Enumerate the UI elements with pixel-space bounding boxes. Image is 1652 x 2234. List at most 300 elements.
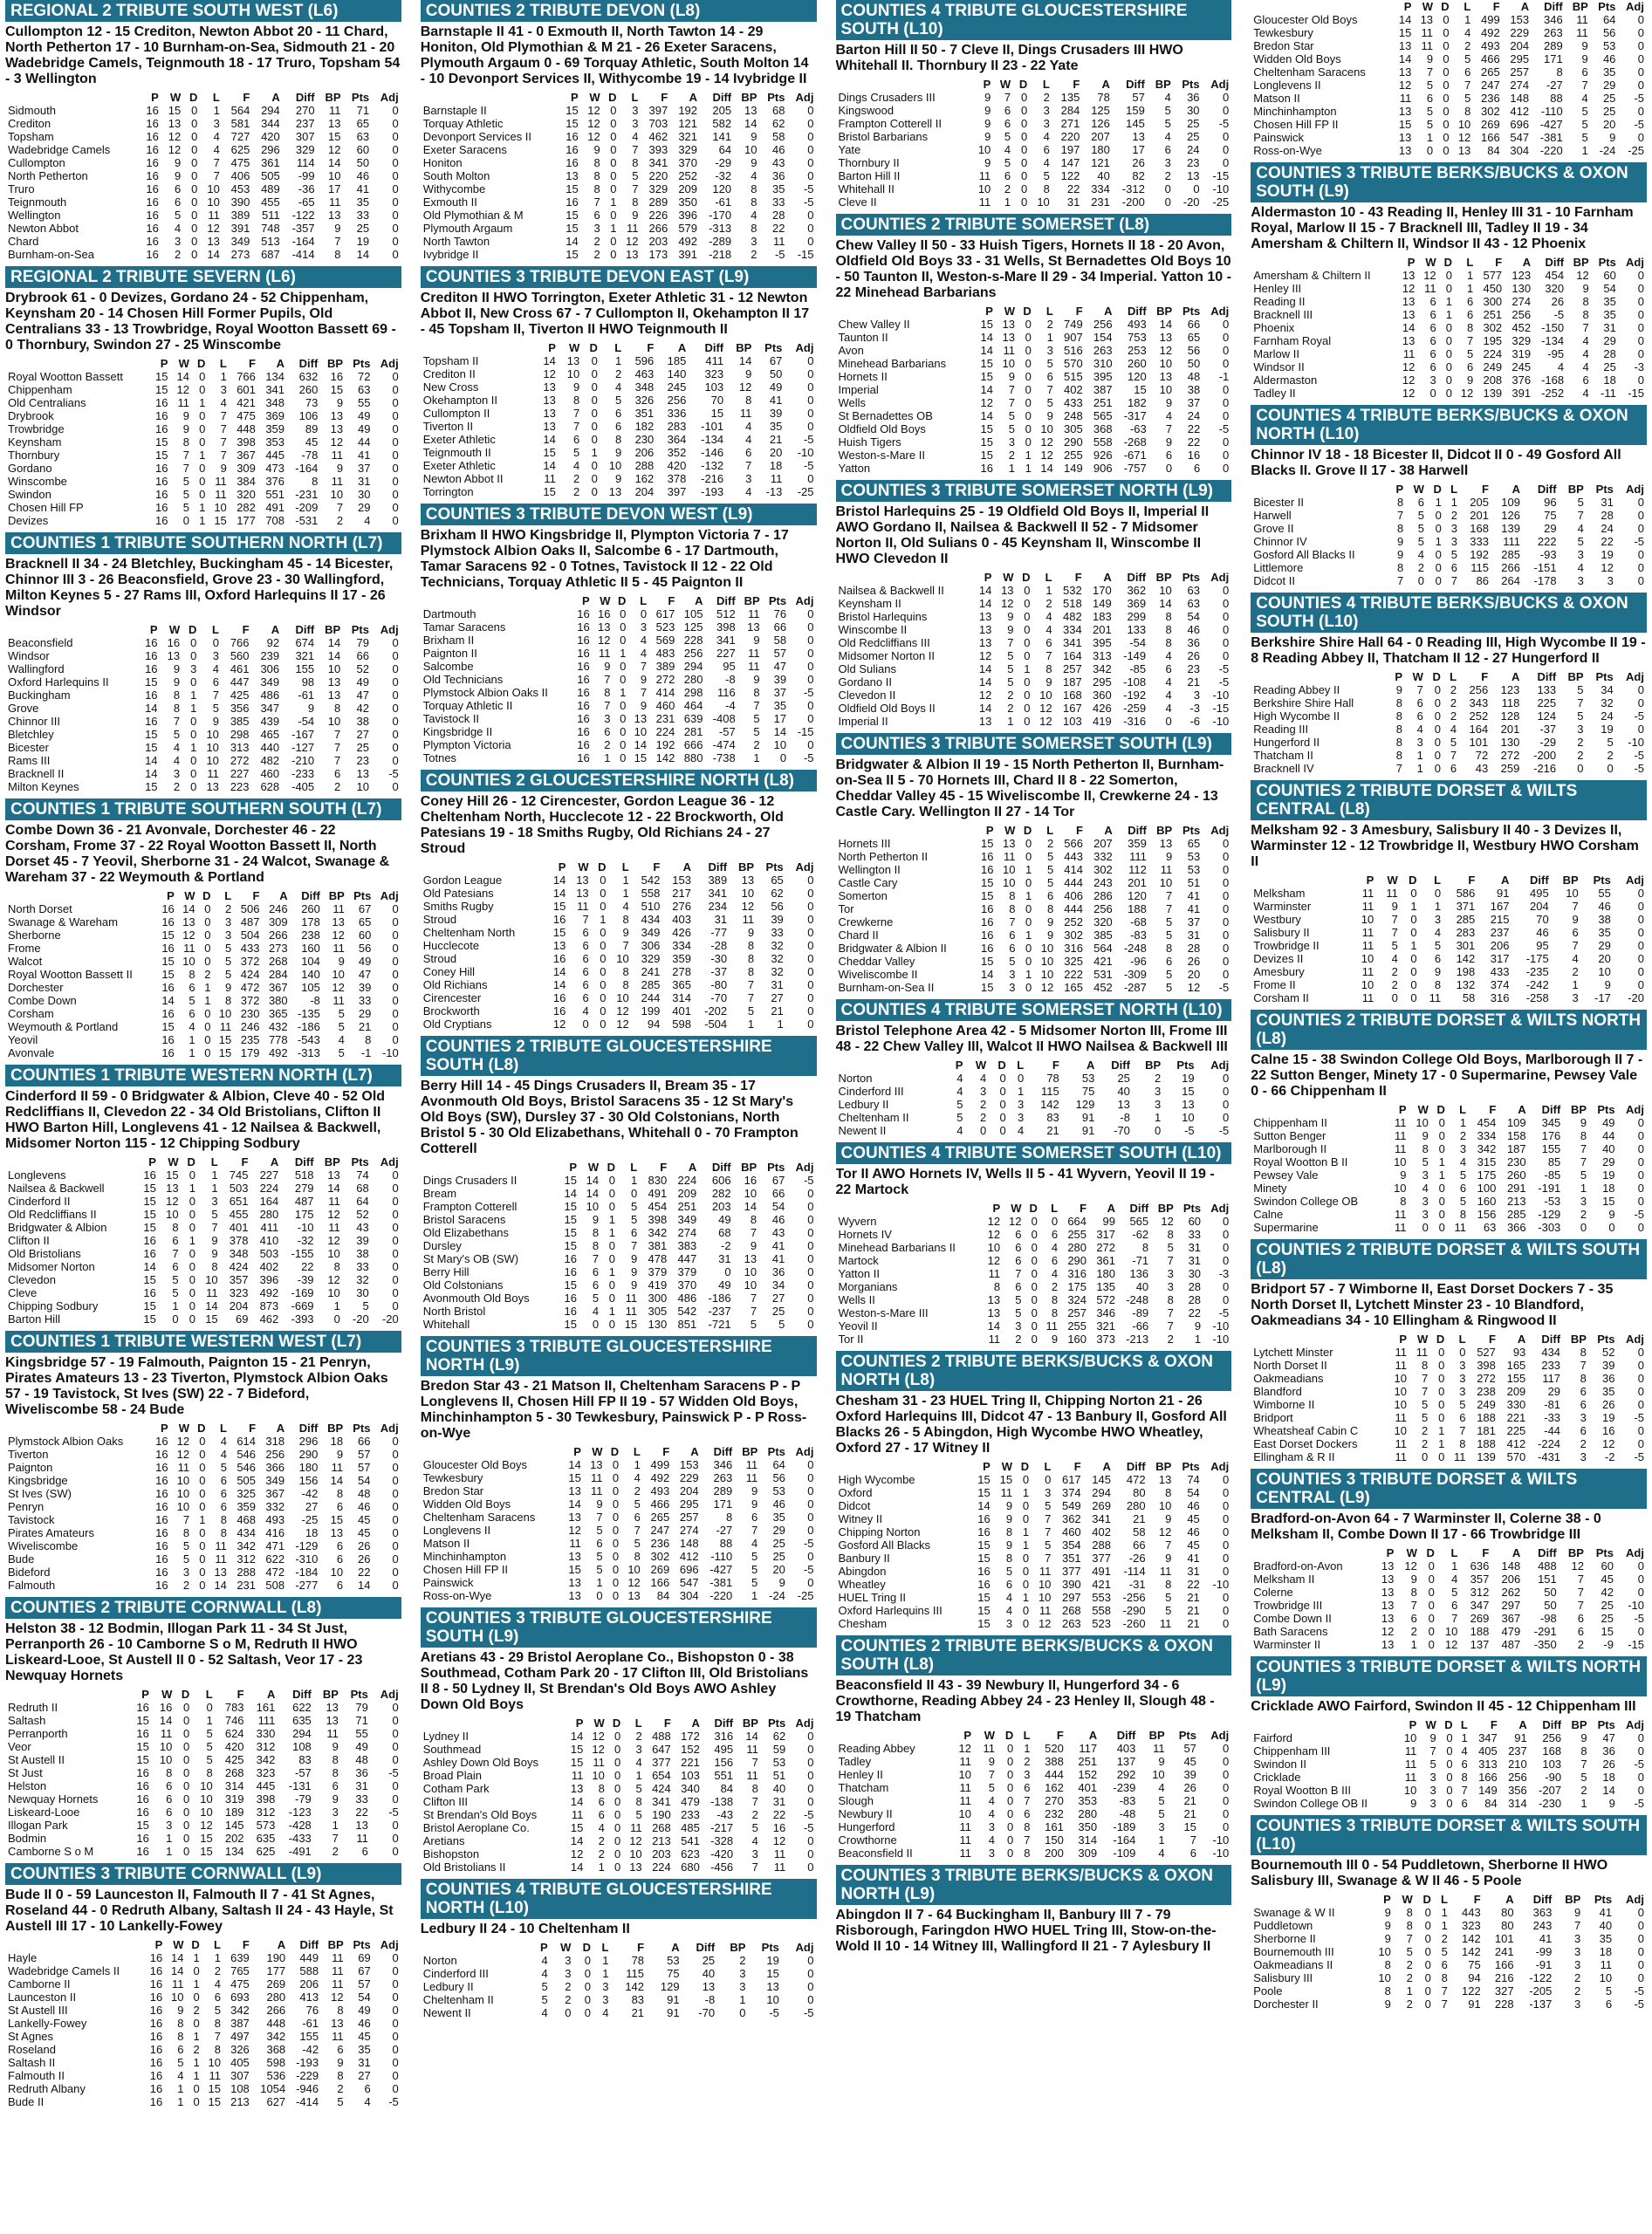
- stat-l: 10: [1037, 195, 1050, 209]
- stat-p: 16: [564, 1265, 577, 1278]
- column-header-l: L: [211, 623, 219, 636]
- stat-f: 569: [655, 634, 675, 647]
- stat-pts: 49: [355, 1740, 368, 1753]
- stat-adj: 0: [807, 1954, 814, 1967]
- stat-diff: 29: [1547, 1385, 1561, 1398]
- stat-bp: 2: [1574, 1971, 1581, 1984]
- column-header-a: A: [1103, 571, 1112, 584]
- column-header-pts: Pts: [765, 860, 784, 874]
- stat-pts: 32: [771, 965, 784, 978]
- stat-l: 7: [1045, 1552, 1052, 1565]
- stat-p: 15: [552, 926, 566, 939]
- column-header-w: W: [168, 623, 181, 636]
- stat-d: 0: [1021, 195, 1028, 209]
- stat-adj: 0: [1637, 978, 1644, 991]
- stat-l: 4: [640, 634, 648, 647]
- stat-w: 11: [593, 1756, 605, 1769]
- stat-diff: -427: [1539, 118, 1563, 131]
- column-header-f: F: [241, 1155, 249, 1168]
- stat-p: 16: [577, 660, 590, 673]
- column-header-p: P: [558, 860, 566, 874]
- stat-bp: 4: [1158, 1847, 1165, 1860]
- stat-l: 10: [1040, 968, 1054, 981]
- stat-l: 1: [1467, 282, 1474, 295]
- stat-f: 434: [236, 1526, 257, 1539]
- stat-l: 13: [214, 1566, 227, 1579]
- stat-w: 5: [1417, 522, 1424, 535]
- stat-pts: 36: [771, 1265, 785, 1278]
- stat-w: 13: [1001, 584, 1014, 597]
- stat-d: 0: [1031, 1306, 1038, 1319]
- column-header-l: L: [210, 1155, 218, 1168]
- stat-w: 7: [1008, 396, 1015, 409]
- team-name: Old Bristolians II: [422, 1861, 506, 1874]
- table-row: [5, 182, 401, 195]
- table-row: [836, 1768, 1232, 1781]
- stat-f: 749: [1063, 318, 1083, 331]
- column-header-l: L: [1466, 256, 1474, 269]
- stat-pts: 13: [1182, 1098, 1195, 1111]
- stat-l: 2: [1459, 1129, 1467, 1142]
- team-name: Exeter Athletic: [422, 433, 496, 446]
- stat-bp: 11: [746, 1743, 758, 1756]
- table-row: [421, 222, 817, 235]
- table-row: [5, 1033, 401, 1046]
- team-name: Veor: [8, 1740, 31, 1753]
- team-name: Oakmeadians II: [1253, 1958, 1333, 1971]
- column-header-a: A: [271, 623, 280, 636]
- stat-f: 265: [1481, 65, 1500, 79]
- stat-diff: 622: [292, 1701, 312, 1714]
- stat-w: 6: [593, 209, 600, 222]
- stat-d: 1: [1435, 496, 1442, 509]
- column-header-pts: Pts: [1182, 571, 1200, 584]
- match-results: Bristol Harlequins 25 - 19 Oldfield Old Boys II, Imperial II AWO Gordano II, Nailsea & Backwell II 52 - 7 Midsomer Norton II, Old Sulians 0 - 45 Keynsham II, Winscombe II HWO Clevedon II: [835, 504, 1210, 566]
- stat-p: 12: [543, 367, 556, 380]
- column-header-p: P: [985, 824, 994, 837]
- stat-bp: 9: [1165, 1512, 1172, 1525]
- stat-l: 7: [1045, 649, 1052, 662]
- stat-a: 547: [1510, 131, 1530, 144]
- stat-a: 426: [1093, 702, 1112, 715]
- stat-f: 379: [648, 1265, 668, 1278]
- stat-f: 325: [1064, 955, 1083, 968]
- stat-f: 302: [1483, 321, 1503, 334]
- table-row: [1251, 282, 1647, 295]
- stat-p: 15: [543, 485, 556, 498]
- stat-bp: 12: [1158, 1525, 1172, 1538]
- stat-adj: 0: [392, 2082, 399, 2095]
- stat-d: 0: [199, 383, 206, 396]
- stat-adj: 0: [1637, 1919, 1644, 1932]
- stat-adj: 0: [392, 1182, 399, 1195]
- stat-diff: -37: [1539, 723, 1557, 736]
- stat-d: 1: [1025, 449, 1032, 462]
- stat-f: 227: [230, 767, 250, 780]
- stat-diff: 753: [1128, 331, 1147, 344]
- table-row: [421, 1305, 817, 1318]
- stat-a: 536: [266, 2069, 286, 2082]
- stat-f: 302: [650, 1550, 670, 1563]
- stat-pts: 66: [773, 620, 787, 634]
- stat-f: 444: [1064, 876, 1083, 889]
- stat-p: 10: [1394, 1385, 1408, 1398]
- stat-adj: 0: [392, 514, 399, 527]
- stat-adj: 0: [1223, 1617, 1230, 1630]
- column-header-bp: BP: [742, 1445, 758, 1458]
- stat-p: 5: [541, 1993, 548, 2006]
- stat-d: 1: [193, 1951, 200, 1964]
- stat-adj: -5: [1634, 535, 1644, 548]
- stat-diff: -456: [710, 1861, 734, 1874]
- stat-f: 390: [230, 195, 250, 209]
- column-header-p: P: [571, 91, 579, 104]
- team-name: Kingsbridge II: [422, 725, 493, 738]
- stat-pts: 14: [773, 725, 787, 738]
- stat-pts: 31: [1603, 321, 1616, 334]
- stat-p: 11: [1361, 939, 1374, 952]
- column-header-a: A: [279, 889, 288, 902]
- stat-bp: 9: [1581, 52, 1588, 65]
- stat-bp: 6: [1580, 1385, 1587, 1398]
- stat-adj: 0: [1223, 955, 1230, 968]
- stat-d: 0: [204, 1033, 211, 1046]
- stat-a: 380: [268, 994, 288, 1007]
- stat-l: 15: [218, 1033, 232, 1046]
- stat-w: 3: [1009, 968, 1016, 981]
- stat-bp: 6: [745, 446, 752, 459]
- stat-a: 329: [678, 143, 698, 156]
- column-header-adj: Adj: [1626, 670, 1644, 683]
- stat-l: 2: [1043, 91, 1050, 104]
- stat-bp: 11: [332, 1964, 344, 1977]
- stat-adj: 0: [1637, 683, 1644, 696]
- stat-bp: 10: [332, 968, 345, 981]
- stat-adj: 0: [392, 104, 399, 117]
- stat-pts: 37: [773, 686, 787, 699]
- stat-bp: 5: [1166, 915, 1173, 929]
- stat-diff: 85: [1547, 1155, 1561, 1168]
- stat-d: 0: [1025, 344, 1032, 357]
- stat-adj: 0: [1223, 344, 1230, 357]
- stat-diff: 40: [1117, 1085, 1130, 1098]
- stat-bp: 14: [327, 649, 341, 662]
- stat-a: 155: [1506, 1372, 1526, 1385]
- stat-p: 15: [145, 780, 158, 793]
- league-title: COUNTIES 3 TRIBUTE GLOUCESTERSHIRE SOUTH (L9): [421, 1607, 817, 1648]
- stat-l: 10: [1040, 422, 1053, 435]
- stat-adj: 0: [1223, 462, 1230, 475]
- stat-adj: 0: [392, 195, 399, 209]
- table-header-row: [836, 1460, 1232, 1473]
- stat-w: 3: [988, 1820, 995, 1833]
- stat-d: 0: [1031, 1228, 1038, 1241]
- column-header-p: P: [1409, 1718, 1417, 1731]
- team-name: Minety: [1253, 1182, 1287, 1195]
- stat-p: 10: [1361, 952, 1374, 965]
- stat-adj: 0: [1637, 1129, 1644, 1142]
- stat-a: 482: [260, 754, 280, 767]
- stat-diff: 632: [298, 370, 319, 383]
- stat-w: 4: [988, 1833, 995, 1847]
- stat-pts: 9: [1608, 1208, 1615, 1221]
- table-row: [836, 597, 1232, 610]
- stat-a: 185: [667, 354, 687, 367]
- stat-pts: 22: [1187, 422, 1201, 435]
- stat-f: 84: [1484, 1797, 1498, 1810]
- stat-w: 8: [182, 435, 189, 449]
- team-name: Barnstaple II: [422, 104, 487, 117]
- team-name: Bideford: [8, 1566, 51, 1579]
- stat-p: 8: [1396, 522, 1404, 535]
- stat-a: 285: [1501, 548, 1520, 561]
- stat-diff: 50: [1544, 1586, 1557, 1599]
- stat-a: 125: [683, 620, 703, 634]
- stat-d: 0: [1025, 876, 1032, 889]
- stat-pts: 54: [1187, 1486, 1200, 1499]
- stat-adj: 0: [1223, 1820, 1230, 1833]
- table-row: [836, 1072, 1232, 1085]
- stat-d: 0: [614, 1756, 621, 1769]
- table-row: [1251, 79, 1647, 92]
- stat-d: 0: [1024, 702, 1031, 715]
- table-row: [5, 1221, 401, 1234]
- stat-diff: 472: [1126, 1473, 1146, 1486]
- stat-a: 126: [1501, 509, 1520, 522]
- stat-p: 15: [552, 900, 566, 913]
- stat-diff: 17: [1132, 143, 1145, 156]
- stat-pts: 14: [1602, 1784, 1615, 1797]
- team-name: High Wycombe II: [1253, 709, 1340, 723]
- stat-pts: 38: [1187, 383, 1201, 396]
- stat-pts: 36: [1602, 1372, 1615, 1385]
- column-header-d: D: [610, 1445, 620, 1458]
- table-row: [421, 1018, 817, 1031]
- stat-d: 1: [193, 2030, 200, 2043]
- stat-adj: 0: [392, 1779, 399, 1792]
- stat-w: 2: [1391, 965, 1398, 978]
- stat-pts: 10: [766, 1993, 779, 2006]
- stat-p: 9: [1384, 1932, 1391, 1945]
- stat-a: 153: [679, 1458, 699, 1471]
- stat-l: 11: [219, 1020, 232, 1033]
- table-header-row: [5, 357, 401, 370]
- stat-d: 0: [610, 182, 617, 195]
- stat-a: 243: [1093, 876, 1113, 889]
- stat-bp: 5: [1158, 1794, 1165, 1807]
- stat-w: 8: [177, 2017, 184, 2030]
- stat-bp: 1: [739, 1993, 746, 2006]
- stat-a: 349: [260, 675, 280, 689]
- column-header-adj: Adj: [1210, 78, 1230, 91]
- stat-w: 9: [1391, 900, 1398, 913]
- stat-a: 319: [1511, 347, 1532, 360]
- stat-f: 288: [236, 1566, 257, 1579]
- table-row: [421, 1808, 817, 1821]
- stat-a: 224: [259, 1182, 279, 1195]
- stat-d: 0: [1031, 1280, 1038, 1293]
- stat-l: 7: [1450, 749, 1457, 762]
- stat-w: 7: [1391, 926, 1398, 939]
- column-header-l: L: [614, 341, 622, 354]
- stat-w: 10: [159, 1740, 173, 1753]
- stat-f: 101: [1469, 736, 1489, 749]
- stat-w: 9: [1008, 370, 1015, 383]
- stat-f: 223: [230, 780, 250, 793]
- stat-a: 221: [1506, 1411, 1526, 1424]
- team-name: Painswick: [422, 1576, 474, 1589]
- stat-bp: 3: [1580, 1450, 1587, 1463]
- stat-bp: 14: [744, 117, 757, 130]
- stat-diff: 98: [301, 675, 315, 689]
- column-header-w: W: [1425, 1718, 1436, 1731]
- column-header-team: [5, 91, 139, 104]
- stat-d: 0: [1031, 1293, 1038, 1306]
- stat-a: 256: [1093, 902, 1113, 915]
- stat-d: 0: [183, 1714, 190, 1727]
- stat-bp: 1: [1154, 1111, 1162, 1124]
- stat-diff: 140: [301, 968, 320, 981]
- stat-pts: 52: [356, 1208, 369, 1221]
- table-row: [5, 1046, 401, 1059]
- stat-a: 880: [683, 751, 703, 764]
- stat-pts: 60: [1601, 1559, 1614, 1573]
- stat-pts: 31: [355, 1779, 368, 1792]
- column-header-bp: BP: [1155, 571, 1172, 584]
- stat-f: 297: [1061, 1591, 1081, 1604]
- stat-p: 13: [552, 939, 566, 952]
- team-name: Midsomer Norton: [8, 1260, 95, 1273]
- table-row: [1251, 1945, 1647, 1958]
- stat-d: 0: [1428, 1599, 1435, 1612]
- stat-diff: 40: [1135, 1280, 1149, 1293]
- team-name: Colerne: [1253, 1586, 1293, 1599]
- stat-l: 6: [1451, 1599, 1458, 1612]
- stat-d: 0: [1025, 370, 1032, 383]
- stat-p: 15: [136, 1753, 149, 1766]
- stat-d: 0: [1410, 887, 1417, 900]
- team-name: Wimborne II: [1253, 1398, 1315, 1411]
- stat-w: 5: [1007, 675, 1014, 689]
- stat-p: 16: [155, 1552, 168, 1566]
- stat-pts: 65: [356, 117, 370, 130]
- stat-a: 551: [265, 488, 285, 501]
- stat-f: 727: [230, 130, 250, 143]
- team-name: Chinnor IV: [1253, 535, 1307, 548]
- stat-a: 256: [1511, 308, 1532, 321]
- stat-bp: 7: [751, 1795, 758, 1808]
- stat-pts: 31: [1601, 496, 1614, 509]
- league-title: COUNTIES 3 TRIBUTE BERKS/BUCKS & OXON NORTH (L9): [836, 1865, 1232, 1905]
- stat-l: 7: [212, 689, 219, 702]
- stat-d: 0: [1443, 118, 1450, 131]
- league-title: COUNTIES 3 TRIBUTE DORSET & WILTS NORTH (L9): [1251, 1656, 1647, 1696]
- stat-adj: 0: [392, 1552, 399, 1566]
- stat-l: 9: [1046, 409, 1053, 422]
- stat-p: 13: [1402, 334, 1416, 347]
- stat-bp: 3: [745, 472, 752, 485]
- stat-a: 91: [1514, 1731, 1527, 1744]
- table-row: [1251, 1398, 1647, 1411]
- stat-adj: -5: [388, 1766, 399, 1779]
- stat-l: 3: [1434, 913, 1442, 926]
- stat-diff: 205: [712, 104, 732, 117]
- stat-l: 7: [1441, 1984, 1448, 1998]
- stat-f: 164: [1062, 649, 1082, 662]
- table-row: [421, 1292, 817, 1305]
- stat-bp: 11: [1576, 26, 1588, 39]
- stat-pts: 5: [1607, 736, 1614, 749]
- stat-bp: 4: [1164, 130, 1171, 143]
- stat-pts: 66: [771, 1187, 785, 1200]
- table-row: [421, 1458, 817, 1471]
- stat-a: 622: [265, 1552, 285, 1566]
- stat-diff: -738: [712, 751, 736, 764]
- stat-l: 3: [1017, 1098, 1025, 1111]
- column-header-f: F: [236, 1688, 244, 1701]
- stat-pts: 54: [358, 1991, 371, 2004]
- stat-adj: 0: [1223, 929, 1230, 942]
- stat-d: 0: [199, 1539, 206, 1552]
- stat-l: 3: [212, 649, 219, 662]
- team-name: Minchinhampton: [1253, 105, 1337, 118]
- stat-pts: 65: [1187, 837, 1201, 850]
- stat-f: 197: [1060, 143, 1080, 156]
- stat-p: 15: [980, 422, 993, 435]
- stat-diff: 369: [1127, 597, 1147, 610]
- stat-w: 6: [1005, 1578, 1013, 1591]
- stat-w: 1: [1007, 715, 1014, 728]
- stat-pts: 13: [1187, 169, 1200, 182]
- stat-diff: -504: [704, 1018, 728, 1031]
- team-name: Burnham-on-Sea: [8, 248, 94, 261]
- stat-w: 7: [172, 1247, 179, 1260]
- stat-bp: 6: [1577, 1612, 1584, 1625]
- stat-p: 9: [1384, 1919, 1391, 1932]
- stat-adj: 0: [1223, 357, 1230, 370]
- stat-w: 12: [587, 104, 600, 117]
- stat-bp: 5: [1167, 1241, 1174, 1254]
- stat-f: 284: [1060, 104, 1080, 117]
- column-header-a: A: [1101, 78, 1110, 91]
- stat-pts: 36: [1187, 91, 1200, 104]
- stat-l: 2: [1450, 696, 1457, 709]
- stat-a: 397: [667, 485, 687, 498]
- stat-adj: 0: [807, 472, 814, 485]
- stat-bp: 3: [1574, 1958, 1581, 1971]
- stat-f: 265: [650, 1511, 670, 1524]
- column-header-team: [1251, 1893, 1369, 1906]
- stat-pts: 46: [358, 2017, 371, 2030]
- column-header-w: W: [1001, 1460, 1013, 1473]
- stat-d: 1: [189, 1182, 195, 1195]
- stat-l: 12: [1460, 387, 1474, 400]
- stat-w: 8: [592, 1226, 600, 1239]
- stat-adj: 0: [392, 780, 399, 793]
- team-name: Berry Hill: [422, 1265, 470, 1278]
- team-name: Fairford: [1253, 1731, 1293, 1744]
- stat-a: 635: [256, 1832, 276, 1845]
- stat-bp: 14: [330, 1474, 344, 1487]
- stat-f: 443: [1462, 1906, 1481, 1919]
- stat-diff: 495: [1530, 887, 1549, 900]
- stat-p: 12: [1402, 282, 1416, 295]
- table-row: [421, 446, 817, 459]
- stat-l: 6: [1467, 308, 1474, 321]
- stat-w: 7: [988, 1768, 995, 1781]
- stat-diff: -420: [710, 1847, 734, 1861]
- stat-d: 0: [1025, 383, 1032, 396]
